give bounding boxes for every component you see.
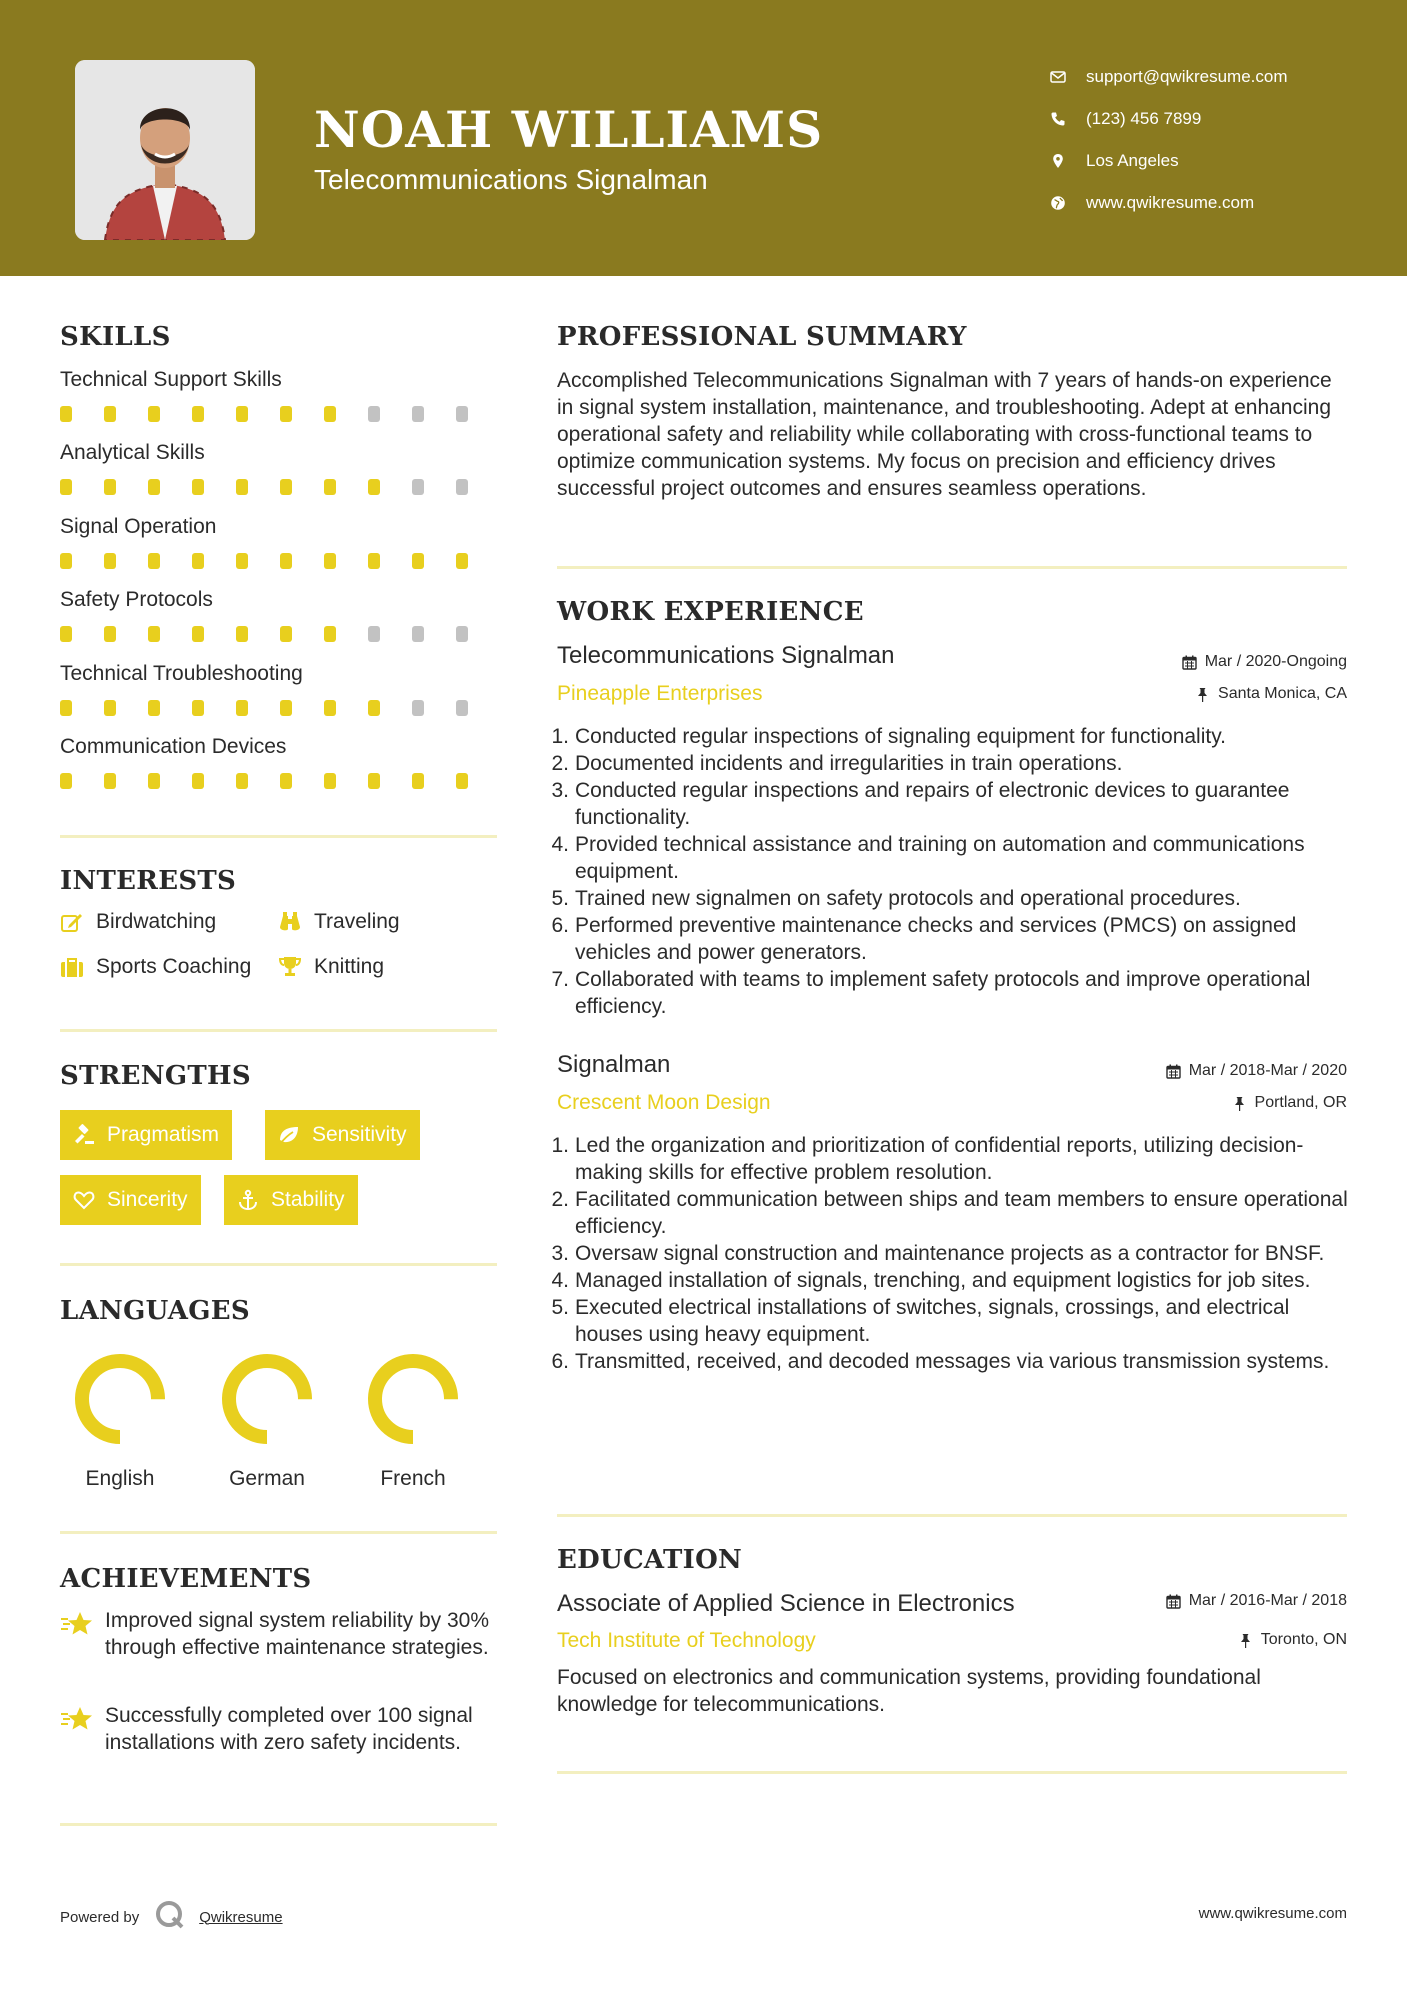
strength-label: Stability: [271, 1188, 345, 1211]
language-progress-arc: [229, 1361, 305, 1437]
job-bullet: [551, 723, 1351, 750]
rating-dot-filled: [148, 406, 160, 422]
rating-dot-filled: [324, 626, 336, 642]
contact-website[interactable]: [1050, 182, 1288, 224]
languages-title: LANGUAGES: [60, 1296, 250, 1326]
job-bullet: [551, 831, 1351, 885]
education-date: [1166, 1592, 1347, 1610]
qwikresume-logo-icon: [155, 1900, 185, 1934]
bullet-text: Conducted regular inspections of signaling equipment for functionality.: [575, 725, 1226, 748]
bullet-text: Executed electrical installations of switches, signals, crossings, and electrical houses using heavy equipment.: [575, 1296, 1290, 1346]
language-progress-arc: [375, 1361, 451, 1437]
bullet-number: 4.: [551, 833, 569, 856]
skill-rating: [60, 553, 500, 569]
rating-dot-filled: [280, 626, 292, 642]
job-bullets: [551, 723, 1351, 1020]
star-badge-icon: [60, 1702, 105, 1756]
skill-name: Analytical Skills: [60, 441, 205, 465]
job-location: [1232, 1094, 1347, 1112]
bullet-number: 3.: [551, 1242, 569, 1265]
skill-row: [60, 441, 500, 495]
language-progress-arc: [82, 1361, 158, 1437]
job-bullet: [551, 777, 1351, 831]
leaf-icon: [278, 1124, 300, 1146]
rating-dot-filled: [60, 406, 72, 422]
job-date: [1166, 1062, 1347, 1080]
rating-dot-filled: [456, 773, 468, 789]
skills-divider: [60, 835, 497, 838]
rating-dot-filled: [60, 700, 72, 716]
rating-dot-empty: [412, 626, 424, 642]
rating-dot-filled: [104, 626, 116, 642]
calendar-icon: [1182, 655, 1197, 670]
interest-item: [278, 955, 384, 979]
achievements-title: ACHIEVEMENTS: [60, 1564, 312, 1594]
rating-dot-filled: [280, 479, 292, 495]
job-bullet: [551, 750, 1351, 777]
languages-divider: [60, 1531, 497, 1534]
experience-title: WORK EXPERIENCE: [557, 597, 864, 627]
education-location: [1238, 1631, 1347, 1649]
job-company: Pineapple Enterprises: [557, 682, 763, 705]
rating-dot-filled: [368, 479, 380, 495]
strength-label: Sincerity: [107, 1188, 188, 1211]
candidate-role: Telecommunications Signalman: [314, 164, 708, 195]
gavel-icon: [73, 1124, 95, 1146]
contact-location: [1050, 140, 1288, 182]
resume-header: [0, 0, 1407, 276]
interest-item: [278, 910, 400, 934]
interest-label: Sports Coaching: [96, 955, 252, 978]
rating-dot-filled: [192, 406, 204, 422]
rating-dot-filled: [236, 626, 248, 642]
rating-dot-filled: [236, 553, 248, 569]
contact-website-text: www.qwikresume.com: [1086, 193, 1255, 212]
skill-row: [60, 735, 500, 789]
skill-name: Signal Operation: [60, 514, 217, 538]
rating-dot-filled: [60, 553, 72, 569]
education-degree: Associate of Applied Science in Electronics: [557, 1590, 1015, 1617]
rating-dot-filled: [236, 479, 248, 495]
location-pin-icon: [1050, 153, 1086, 169]
contact-email-text: support@qwikresume.com: [1086, 67, 1288, 86]
job-location-text: Santa Monica, CA: [1218, 685, 1347, 702]
language-name: English: [85, 1467, 155, 1490]
summary-text: Accomplished Telecommunications Signalman with 7 years of hands-on experience in signal system installation, maintenance, and troubleshooting. Adept at enhancing operational safety and reliability while collaborating with cross-functional teams to optimize communication systems. My focus on precision and efficiency drives successful project outcomes and ensures seamless operations.: [557, 369, 1332, 500]
rating-dot-filled: [104, 700, 116, 716]
education-date-text: Mar / 2016-Mar / 2018: [1188, 1592, 1347, 1609]
skill-name: Technical Support Skills: [60, 368, 282, 391]
edit-icon: [60, 911, 96, 933]
contact-list: [1050, 56, 1288, 224]
education-title: EDUCATION: [557, 1545, 743, 1575]
language-progress-ring: [361, 1347, 465, 1451]
interest-item: [60, 955, 251, 979]
job-date-text: Mar / 2018-Mar / 2020: [1188, 1062, 1347, 1079]
skill-name: Communication Devices: [60, 735, 287, 758]
skill-row: [60, 588, 500, 642]
language-name: French: [380, 1467, 446, 1490]
strength-badge: [265, 1110, 420, 1160]
globe-icon: [1050, 195, 1086, 211]
experience-divider: [557, 1514, 1347, 1517]
rating-dot-empty: [412, 479, 424, 495]
rating-dot-filled: [104, 553, 116, 569]
rating-dot-empty: [368, 626, 380, 642]
bullet-text: Facilitated communication between ships and team members to ensure operational efficiency.: [575, 1188, 1348, 1238]
strength-badge: [60, 1110, 232, 1160]
rating-dot-filled: [192, 700, 204, 716]
bullet-number: 5.: [551, 887, 569, 910]
bullet-number: 1.: [551, 725, 569, 748]
job-bullet: [551, 1267, 1351, 1294]
calendar-icon: [1166, 1064, 1181, 1079]
rating-dot-filled: [280, 406, 292, 422]
job-bullet: [551, 1132, 1351, 1186]
binoculars-icon: [278, 911, 314, 933]
interests-title: INTERESTS: [60, 866, 237, 896]
job-bullet: [551, 966, 1351, 1020]
achievement-item: [60, 1607, 500, 1661]
interests-divider: [60, 1029, 497, 1032]
education-divider: [557, 1771, 1347, 1774]
contact-location-text: Los Angeles: [1086, 151, 1179, 170]
phone-icon: [1050, 111, 1086, 127]
skill-name: Technical Troubleshooting: [60, 661, 303, 685]
rating-dot-filled: [368, 553, 380, 569]
job-location-text: Portland, OR: [1254, 1094, 1347, 1111]
pushpin-icon: [1232, 1096, 1247, 1111]
language-progress-ring: [68, 1347, 172, 1451]
job-bullet: [551, 885, 1351, 912]
skill-row: [60, 368, 500, 422]
skill-row: [60, 515, 500, 569]
bullet-text: Provided technical assistance and training on automation and communications equipment.: [575, 833, 1305, 883]
bullet-text: Transmitted, received, and decoded messages via various transmission systems.: [575, 1350, 1330, 1373]
job-bullet: [551, 1240, 1351, 1267]
strengths-title: STRENGTHS: [60, 1061, 251, 1091]
pushpin-icon: [1195, 687, 1210, 702]
rating-dot-filled: [60, 479, 72, 495]
achievement-text: Improved signal system reliability by 30% through effective maintenance strategies.: [105, 1609, 489, 1659]
strengths-divider: [60, 1263, 497, 1266]
summary-title: PROFESSIONAL SUMMARY: [557, 322, 967, 352]
rating-dot-filled: [412, 773, 424, 789]
contact-phone[interactable]: [1050, 98, 1288, 140]
powered-by-text: Powered by: [60, 1908, 140, 1926]
strength-label: Sensitivity: [312, 1123, 407, 1146]
rating-dot-filled: [192, 479, 204, 495]
job-date-text: Mar / 2020-Ongoing: [1204, 653, 1347, 670]
language-item: [207, 1347, 327, 1491]
rating-dot-empty: [456, 479, 468, 495]
rating-dot-filled: [60, 773, 72, 789]
rating-dot-filled: [148, 553, 160, 569]
rating-dot-filled: [324, 700, 336, 716]
footer-powered: [60, 1900, 283, 1934]
heart-icon: [73, 1189, 95, 1211]
rating-dot-empty: [368, 406, 380, 422]
job-bullet: [551, 912, 1351, 966]
achievement-item: [60, 1702, 500, 1756]
job-date: [1182, 653, 1347, 671]
bullet-number: 7.: [551, 968, 569, 991]
bullet-number: 4.: [551, 1269, 569, 1292]
bullet-number: 6.: [551, 914, 569, 937]
rating-dot-filled: [280, 773, 292, 789]
candidate-name: NOAH WILLIAMS: [314, 100, 824, 159]
rating-dot-filled: [236, 773, 248, 789]
bullet-number: 3.: [551, 779, 569, 802]
rating-dot-empty: [456, 700, 468, 716]
bullet-number: 2.: [551, 752, 569, 775]
skill-rating: [60, 479, 500, 495]
job-bullet: [551, 1186, 1351, 1240]
education-school: Tech Institute of Technology: [557, 1629, 816, 1652]
job-company: Crescent Moon Design: [557, 1091, 771, 1114]
achievements-divider: [60, 1823, 497, 1826]
skill-rating: [60, 406, 500, 422]
achievement-text: Successfully completed over 100 signal installations with zero safety incidents.: [105, 1704, 473, 1754]
profile-photo: [75, 60, 255, 240]
interest-label: Knitting: [314, 955, 385, 978]
skills-title: SKILLS: [60, 322, 171, 352]
rating-dot-filled: [324, 773, 336, 789]
education-location-text: Toronto, ON: [1260, 1631, 1347, 1648]
qwikresume-link[interactable]: Qwikresume: [199, 1908, 283, 1926]
bullet-number: 1.: [551, 1134, 569, 1157]
calendar-icon: [1166, 1594, 1181, 1609]
rating-dot-empty: [456, 626, 468, 642]
rating-dot-filled: [104, 406, 116, 422]
language-name: German: [229, 1467, 305, 1490]
bullet-number: 6.: [551, 1350, 569, 1373]
rating-dot-filled: [192, 553, 204, 569]
rating-dot-filled: [60, 626, 72, 642]
bullet-text: Trained new signalmen on safety protocols and operational procedures.: [575, 887, 1241, 910]
skill-rating: [60, 773, 500, 789]
skill-name: Safety Protocols: [60, 588, 213, 612]
strength-label: Pragmatism: [107, 1123, 220, 1146]
rating-dot-filled: [412, 553, 424, 569]
contact-phone-text: (123) 456 7899: [1086, 109, 1202, 128]
interest-item: [60, 910, 216, 934]
rating-dot-empty: [456, 406, 468, 422]
rating-dot-filled: [324, 553, 336, 569]
rating-dot-filled: [368, 700, 380, 716]
language-progress-ring: [215, 1347, 319, 1451]
rating-dot-filled: [280, 700, 292, 716]
rating-dot-filled: [148, 773, 160, 789]
bullet-text: Collaborated with teams to implement safety protocols and improve operational efficiency.: [575, 968, 1311, 1018]
strength-badge: [60, 1175, 201, 1225]
summary-divider: [557, 566, 1347, 569]
job-location: [1195, 685, 1347, 703]
interest-label: Birdwatching: [96, 910, 217, 933]
rating-dot-filled: [104, 773, 116, 789]
job-bullets: [551, 1132, 1351, 1375]
rating-dot-empty: [412, 406, 424, 422]
contact-email[interactable]: [1050, 56, 1288, 98]
rating-dot-filled: [324, 479, 336, 495]
job-title: Signalman: [557, 1051, 671, 1078]
envelope-icon: [1050, 69, 1086, 85]
skill-rating: [60, 626, 500, 642]
bullet-number: 2.: [551, 1188, 569, 1211]
briefcase-icon: [60, 956, 96, 978]
rating-dot-filled: [324, 406, 336, 422]
trophy-icon: [278, 956, 314, 978]
bullet-text: Conducted regular inspections and repairs of electronic devices to guarantee functionality.: [575, 779, 1290, 829]
pushpin-icon: [1238, 1633, 1253, 1648]
rating-dot-filled: [148, 700, 160, 716]
rating-dot-filled: [148, 479, 160, 495]
strength-badge: [224, 1175, 358, 1225]
footer-website[interactable]: www.qwikresume.com: [1198, 1905, 1347, 1922]
language-item: [353, 1347, 473, 1491]
rating-dot-filled: [192, 773, 204, 789]
education-description: Focused on electronics and communication systems, providing foundational knowledge for telecommunications.: [557, 1666, 1261, 1716]
rating-dot-empty: [412, 700, 424, 716]
language-item: [60, 1347, 180, 1491]
star-badge-icon: [60, 1607, 105, 1661]
rating-dot-filled: [236, 406, 248, 422]
rating-dot-filled: [456, 553, 468, 569]
rating-dot-filled: [368, 773, 380, 789]
bullet-text: Documented incidents and irregularities in train operations.: [575, 752, 1123, 775]
bullet-text: Led the organization and prioritization of confidential reports, utilizing decision-making skills for effective problem resolution.: [575, 1134, 1304, 1184]
bullet-text: Performed preventive maintenance checks and services (PMCS) on assigned vehicles and power generators.: [575, 914, 1297, 964]
rating-dot-filled: [280, 553, 292, 569]
job-bullet: [551, 1294, 1351, 1348]
rating-dot-filled: [148, 626, 160, 642]
skill-rating: [60, 700, 500, 716]
rating-dot-filled: [236, 700, 248, 716]
rating-dot-filled: [192, 626, 204, 642]
rating-dot-filled: [104, 479, 116, 495]
bullet-number: 5.: [551, 1296, 569, 1319]
job-bullet: [551, 1348, 1351, 1375]
anchor-icon: [237, 1189, 259, 1211]
bullet-text: Oversaw signal construction and maintenance projects as a contractor for BNSF.: [575, 1242, 1325, 1265]
skill-row: [60, 662, 500, 716]
bullet-text: Managed installation of signals, trenching, and equipment logistics for job sites.: [575, 1269, 1311, 1292]
job-title: Telecommunications Signalman: [557, 642, 895, 669]
interest-label: Traveling: [314, 910, 400, 933]
